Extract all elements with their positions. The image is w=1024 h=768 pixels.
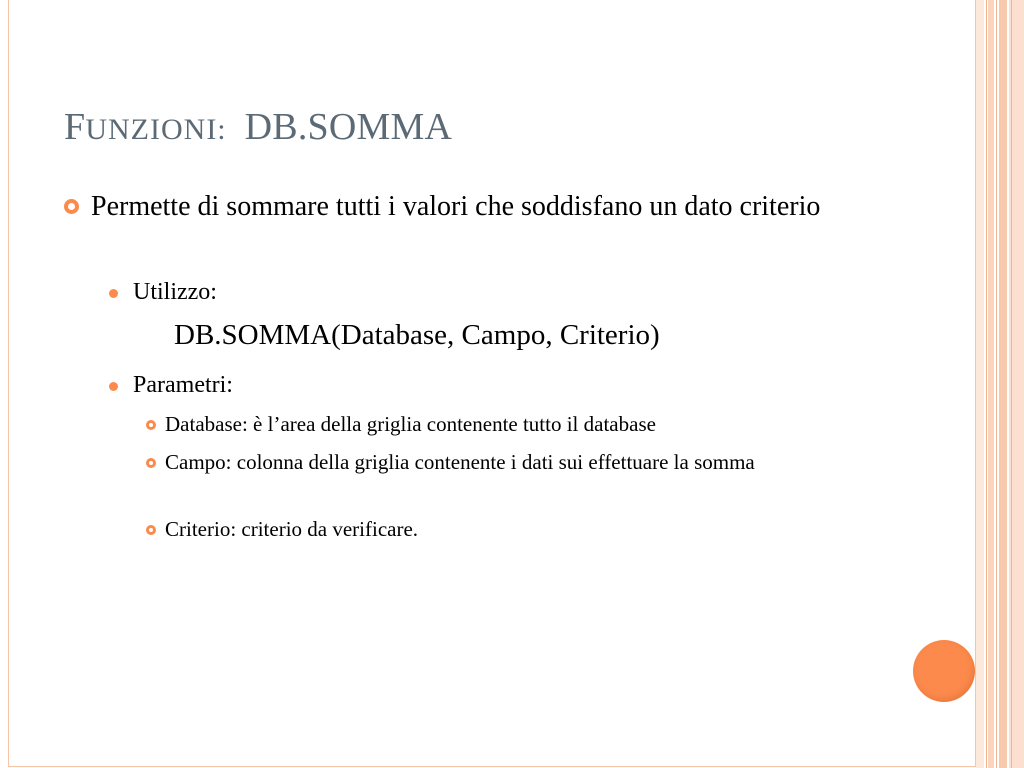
ring-bullet-icon bbox=[146, 525, 156, 535]
ring-bullet-icon bbox=[146, 420, 156, 430]
title-lead: FUNZIONI: bbox=[64, 106, 227, 148]
title-function: DB.SOMMA bbox=[244, 106, 453, 148]
param-item: Campo: colonna della griglia contenente i dati sui effettuare la somma bbox=[165, 450, 755, 474]
ring-bullet-icon bbox=[64, 199, 79, 214]
ring-bullet-icon bbox=[146, 458, 156, 468]
dot-bullet-icon bbox=[109, 289, 118, 298]
bullet-utilizzo: Utilizzo: bbox=[133, 279, 217, 305]
bullet-level1: Permette di sommare tutti i valori che soddisfano un dato criterio bbox=[91, 191, 821, 222]
dot-bullet-icon bbox=[109, 382, 118, 391]
param-item: Criterio: criterio da verificare. bbox=[165, 517, 419, 541]
bullet-parametri: Parametri: bbox=[133, 372, 233, 398]
formula-syntax: DB.SOMMA(Database, Campo, Criterio) bbox=[174, 319, 660, 351]
param-item: Database: è l’area della griglia contenente tutto il database bbox=[165, 412, 656, 436]
